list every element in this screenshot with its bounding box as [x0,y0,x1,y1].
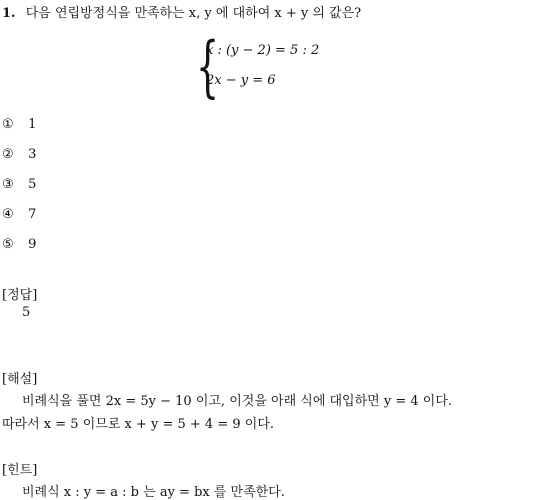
option-mark: ⑤ [2,237,14,252]
option-mark: ③ [2,177,14,192]
option-mark: ② [2,147,14,162]
option-mark: ④ [2,207,14,222]
option-value: 9 [28,237,37,252]
option-3[interactable] [2,177,36,192]
option-1[interactable] [2,117,36,132]
answer-value: 5 [22,305,31,320]
question-line [2,2,361,21]
option-mark: ① [2,117,14,132]
option-value: 3 [28,147,37,162]
option-value: 1 [28,117,37,132]
option-value: 7 [28,207,37,222]
option-5[interactable] [2,237,36,252]
question-text: 다음 연립방정식을 만족하는 x, y 에 대하여 x + y 의 값은? [25,6,362,21]
explanation-line-1: 비례식을 풀면 2x = 5y − 10 이고, 이것을 아래 식에 대입하면 y = 4 이다. [22,394,453,409]
explanation-line-2: 따라서 x = 5 이므로 x + y = 5 + 4 = 9 이다. [2,417,275,432]
hint-line-1: 비례식 x : y = a : b 는 ay = bx 를 만족한다. [22,485,285,500]
option-4[interactable] [2,207,36,222]
equation-2: 2x − y = 6 [206,73,276,88]
equation-1: x : (y − 2) = 5 : 2 [206,43,320,58]
question-number: 1. [2,6,16,21]
option-value: 5 [28,177,37,192]
answer-label: [정답] [2,288,38,303]
explanation-label: [해설] [2,372,38,387]
option-2[interactable] [2,147,36,162]
left-brace-icon: { [196,28,220,105]
hint-label: [힌트] [2,463,38,478]
